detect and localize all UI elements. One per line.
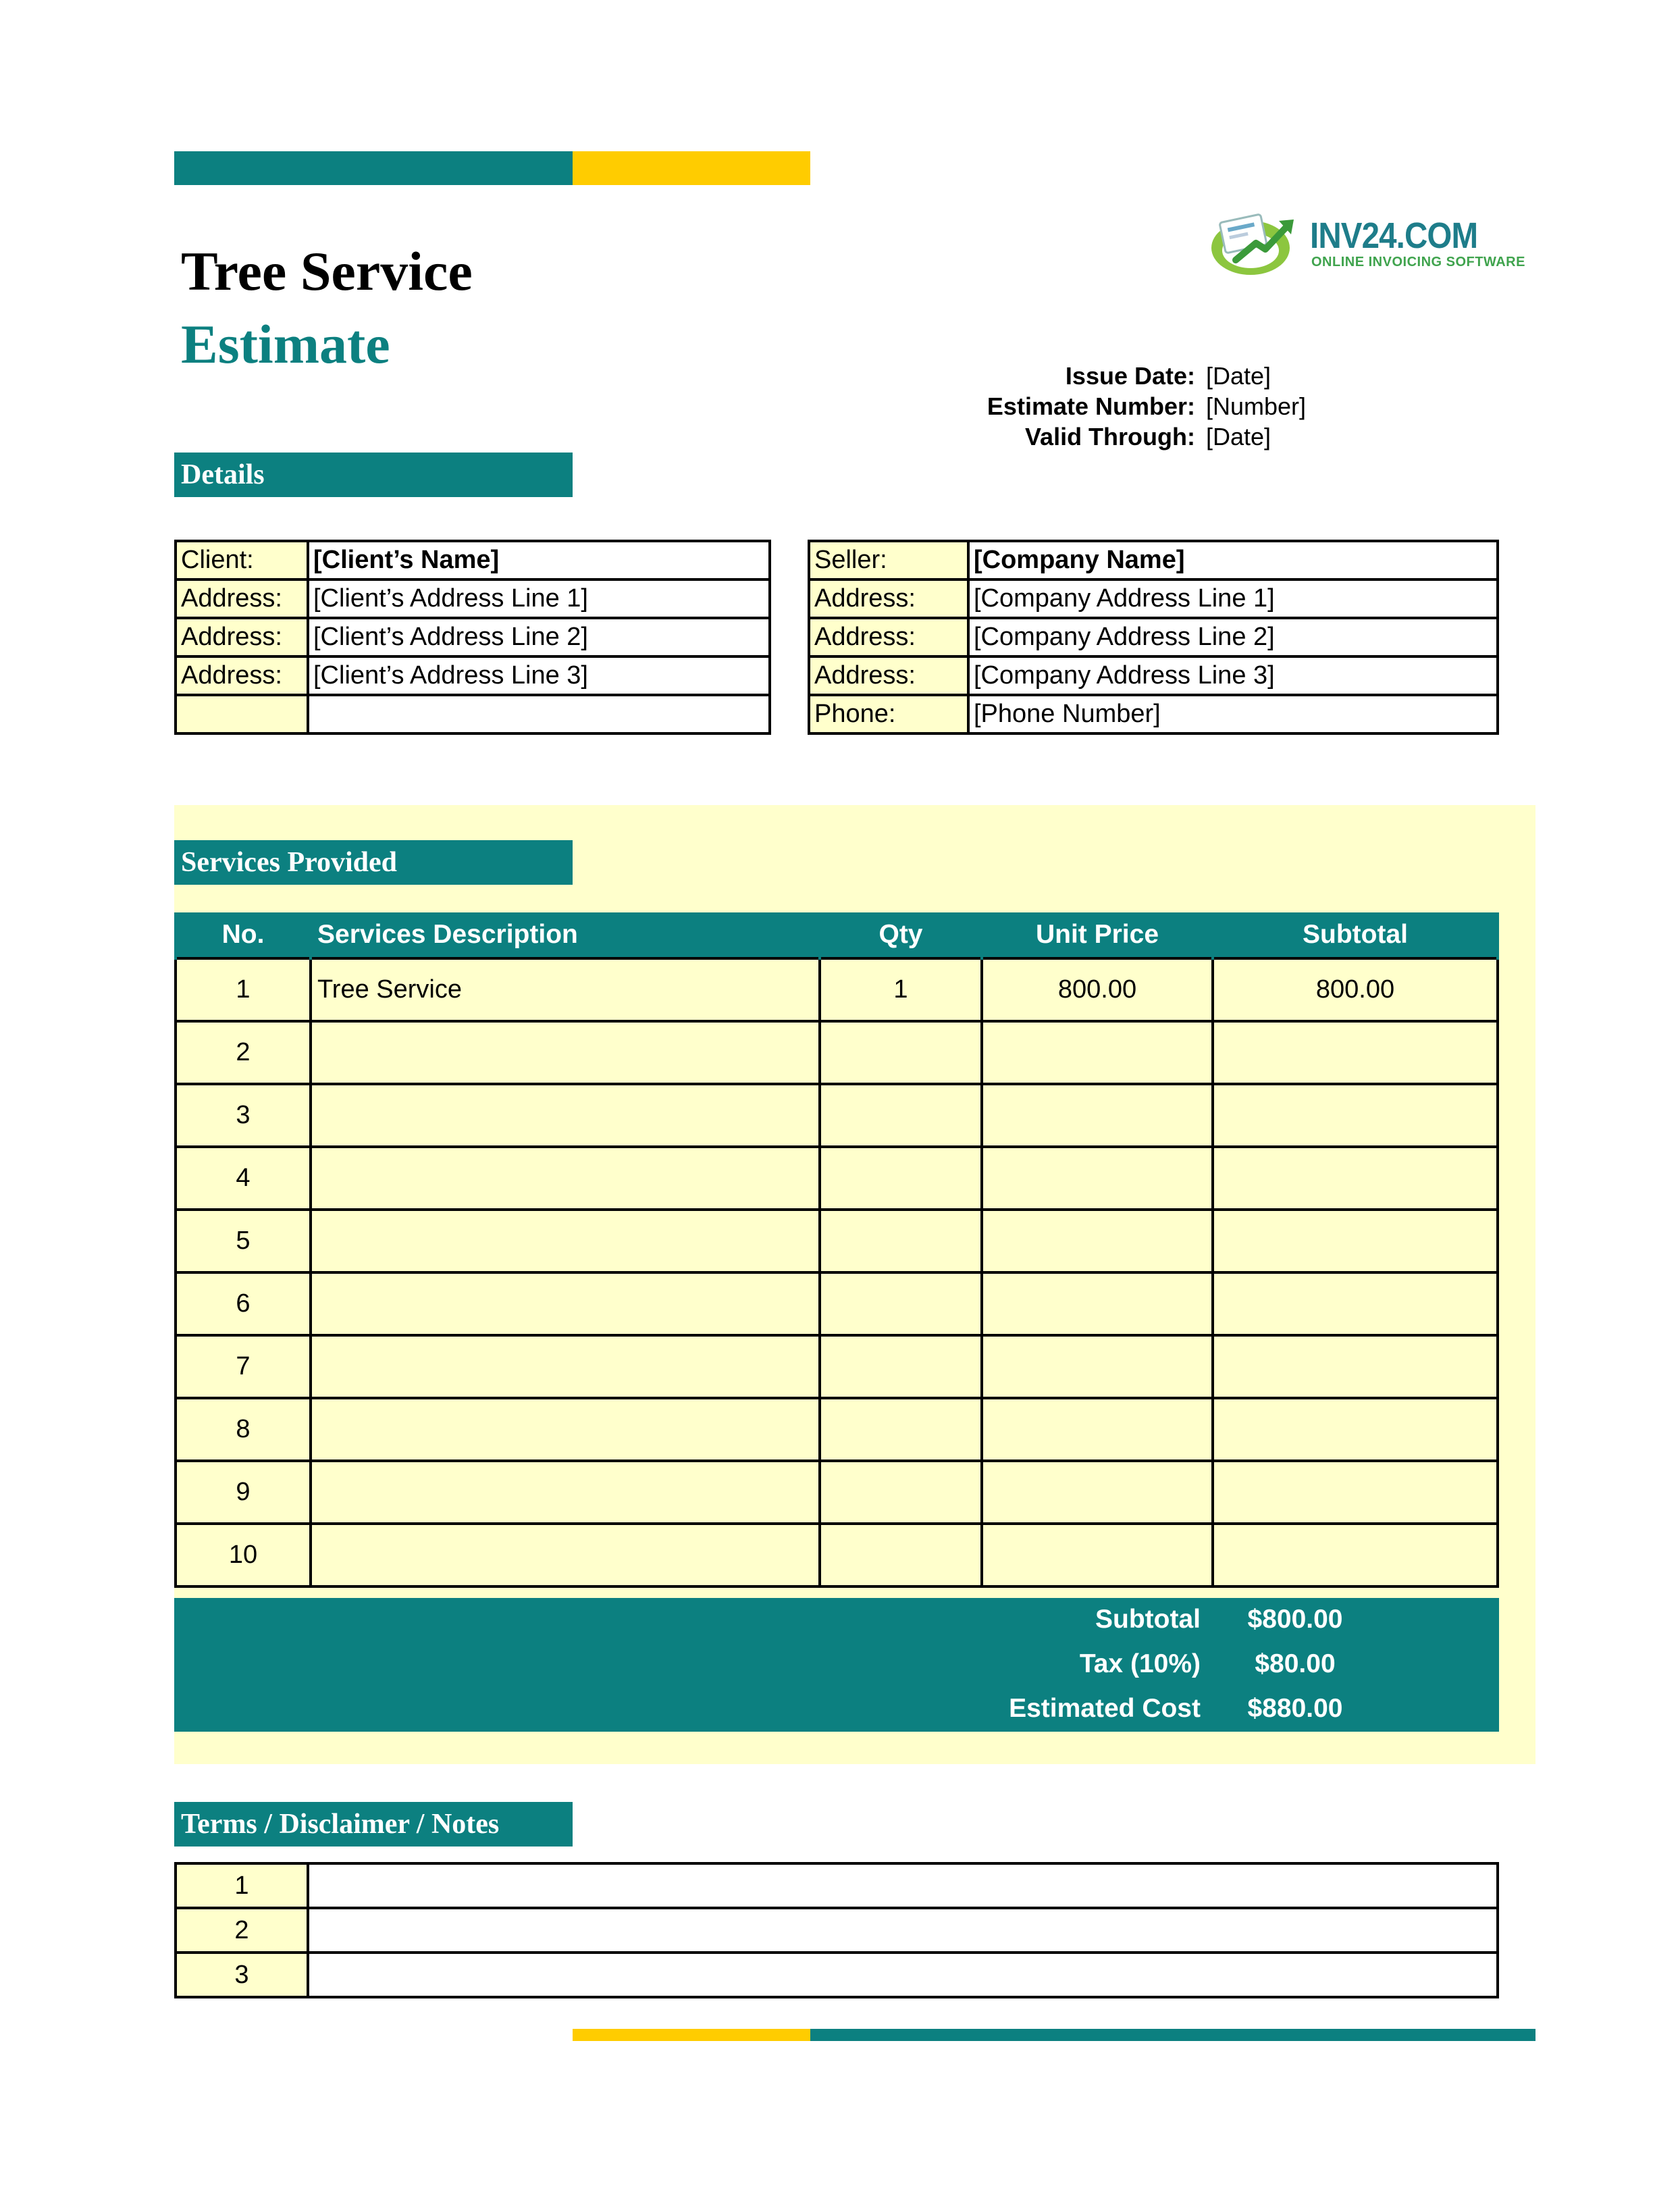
service-qty — [820, 1335, 982, 1398]
seller-company-name: [Company Name] — [968, 541, 1498, 579]
service-unit-price — [982, 1210, 1213, 1272]
totals-estimated-cost-value: $880.00 — [1247, 1694, 1343, 1723]
meta-estimate-number — [878, 391, 1350, 421]
service-qty — [820, 1524, 982, 1586]
terms-no: 2 — [176, 1908, 308, 1953]
service-no: 6 — [176, 1272, 311, 1335]
seller-row — [809, 656, 1498, 695]
service-description — [311, 1524, 820, 1586]
service-row — [176, 1210, 1498, 1272]
client-address-1: [Client’s Address Line 1] — [308, 579, 770, 618]
service-no: 10 — [176, 1524, 311, 1586]
totals-subtotal-row — [174, 1598, 1499, 1643]
service-description — [311, 1272, 820, 1335]
meta-valid-through — [878, 421, 1350, 452]
meta-label: Issue Date: — [1065, 361, 1195, 390]
terms-table — [174, 1862, 1499, 1998]
totals-tax-row — [174, 1643, 1499, 1687]
service-subtotal: 800.00 — [1213, 958, 1498, 1021]
service-row — [176, 1272, 1498, 1335]
service-qty: 1 — [820, 958, 982, 1021]
service-subtotal — [1213, 1335, 1498, 1398]
totals-tax-label: Tax (10%) — [1079, 1649, 1201, 1678]
totals-subtotal-label: Subtotal — [1095, 1605, 1201, 1634]
service-row — [176, 1147, 1498, 1210]
seller-row — [809, 579, 1498, 618]
service-subtotal — [1213, 1084, 1498, 1147]
service-row — [176, 958, 1498, 1021]
terms-no: 3 — [176, 1953, 308, 1997]
client-row — [176, 579, 770, 618]
service-no: 3 — [176, 1084, 311, 1147]
client-row — [176, 695, 770, 733]
top-accent-bar-teal — [174, 151, 573, 185]
totals-estimated-cost-row — [174, 1687, 1499, 1732]
service-row — [176, 1461, 1498, 1524]
service-subtotal — [1213, 1524, 1498, 1586]
client-label — [176, 695, 308, 733]
service-subtotal — [1213, 1021, 1498, 1084]
service-no: 4 — [176, 1147, 311, 1210]
client-row — [176, 656, 770, 695]
logo-name: INV24.COM — [1310, 215, 1478, 256]
terms-row — [176, 1953, 1498, 1997]
seller-address-3: [Company Address Line 3] — [968, 656, 1498, 695]
client-table — [174, 540, 771, 735]
service-qty — [820, 1147, 982, 1210]
client-row — [176, 541, 770, 579]
service-qty — [820, 1084, 982, 1147]
service-description — [311, 1461, 820, 1524]
service-no: 5 — [176, 1210, 311, 1272]
client-label: Address: — [176, 656, 308, 695]
client-row — [176, 618, 770, 656]
seller-label: Address: — [809, 579, 968, 618]
service-description — [311, 1335, 820, 1398]
seller-table — [808, 540, 1499, 735]
meta-value: [Date] — [1206, 361, 1271, 390]
service-subtotal — [1213, 1398, 1498, 1461]
service-qty — [820, 1021, 982, 1084]
service-unit-price — [982, 1084, 1213, 1147]
service-unit-price — [982, 1524, 1213, 1586]
terms-row — [176, 1908, 1498, 1953]
totals-subtotal-value: $800.00 — [1247, 1605, 1343, 1634]
seller-row — [809, 618, 1498, 656]
seller-address-2: [Company Address Line 2] — [968, 618, 1498, 656]
meta-value: [Date] — [1206, 422, 1271, 450]
service-no: 2 — [176, 1021, 311, 1084]
totals-panel — [174, 1598, 1499, 1732]
seller-row — [809, 541, 1498, 579]
service-qty — [820, 1461, 982, 1524]
meta-label: Valid Through: — [1025, 422, 1195, 450]
top-accent-bar-yellow — [573, 151, 810, 185]
service-unit-price — [982, 1147, 1213, 1210]
services-section-header: Services Provided — [174, 840, 573, 885]
services-table — [174, 912, 1499, 1588]
terms-row — [176, 1863, 1498, 1908]
meta-value: [Number] — [1206, 392, 1307, 420]
column-header-qty: Qty — [820, 912, 982, 958]
service-no: 7 — [176, 1335, 311, 1398]
seller-row — [809, 695, 1498, 733]
service-no: 1 — [176, 958, 311, 1021]
service-qty — [820, 1210, 982, 1272]
seller-phone: [Phone Number] — [968, 695, 1498, 733]
service-description — [311, 1210, 820, 1272]
service-no: 9 — [176, 1461, 311, 1524]
totals-tax-value: $80.00 — [1255, 1649, 1336, 1678]
seller-label: Address: — [809, 656, 968, 695]
service-unit-price: 800.00 — [982, 958, 1213, 1021]
seller-label: Address: — [809, 618, 968, 656]
service-unit-price — [982, 1272, 1213, 1335]
terms-section-header: Terms / Disclaimer / Notes — [174, 1802, 573, 1847]
column-header-unit-price: Unit Price — [982, 912, 1213, 958]
client-address-3: [Client’s Address Line 3] — [308, 656, 770, 695]
client-label: Address: — [176, 618, 308, 656]
client-label: Address: — [176, 579, 308, 618]
service-unit-price — [982, 1398, 1213, 1461]
inv24-logo-icon — [1209, 206, 1310, 280]
terms-text — [308, 1953, 1498, 1997]
column-header-no: No. — [176, 912, 311, 958]
service-description — [311, 1398, 820, 1461]
service-qty — [820, 1272, 982, 1335]
client-name: [Client’s Name] — [308, 541, 770, 579]
terms-no: 1 — [176, 1863, 308, 1908]
meta-label: Estimate Number: — [987, 392, 1195, 420]
seller-label: Seller: — [809, 541, 968, 579]
details-section-header: Details — [174, 453, 573, 497]
terms-text — [308, 1908, 1498, 1953]
logo-tagline: ONLINE INVOICING SOFTWARE — [1311, 255, 1525, 269]
service-row — [176, 1335, 1498, 1398]
service-qty — [820, 1398, 982, 1461]
client-address-2: [Client’s Address Line 2] — [308, 618, 770, 656]
service-no: 8 — [176, 1398, 311, 1461]
service-row — [176, 1398, 1498, 1461]
service-unit-price — [982, 1021, 1213, 1084]
service-subtotal — [1213, 1210, 1498, 1272]
service-subtotal — [1213, 1461, 1498, 1524]
service-row — [176, 1524, 1498, 1586]
document-subtitle: Estimate — [181, 313, 390, 375]
service-description: Tree Service — [311, 958, 820, 1021]
service-row — [176, 1084, 1498, 1147]
seller-address-1: [Company Address Line 1] — [968, 579, 1498, 618]
client-label: Client: — [176, 541, 308, 579]
column-header-subtotal: Subtotal — [1213, 912, 1498, 958]
bottom-accent-bar-teal — [810, 2029, 1535, 2041]
document-title: Tree Service — [181, 240, 473, 302]
column-header-description: Services Description — [311, 912, 820, 958]
client-extra — [308, 695, 770, 733]
service-subtotal — [1213, 1272, 1498, 1335]
totals-estimated-cost-label: Estimated Cost — [1009, 1694, 1201, 1723]
meta-issue-date — [878, 361, 1350, 391]
service-description — [311, 1084, 820, 1147]
service-unit-price — [982, 1335, 1213, 1398]
service-row — [176, 1021, 1498, 1084]
estimate-meta — [878, 361, 1350, 452]
bottom-accent-bar-yellow — [573, 2029, 810, 2041]
service-subtotal — [1213, 1147, 1498, 1210]
service-description — [311, 1147, 820, 1210]
seller-label: Phone: — [809, 695, 968, 733]
service-description — [311, 1021, 820, 1084]
terms-text — [308, 1863, 1498, 1908]
service-unit-price — [982, 1461, 1213, 1524]
services-header-row — [176, 912, 1498, 958]
